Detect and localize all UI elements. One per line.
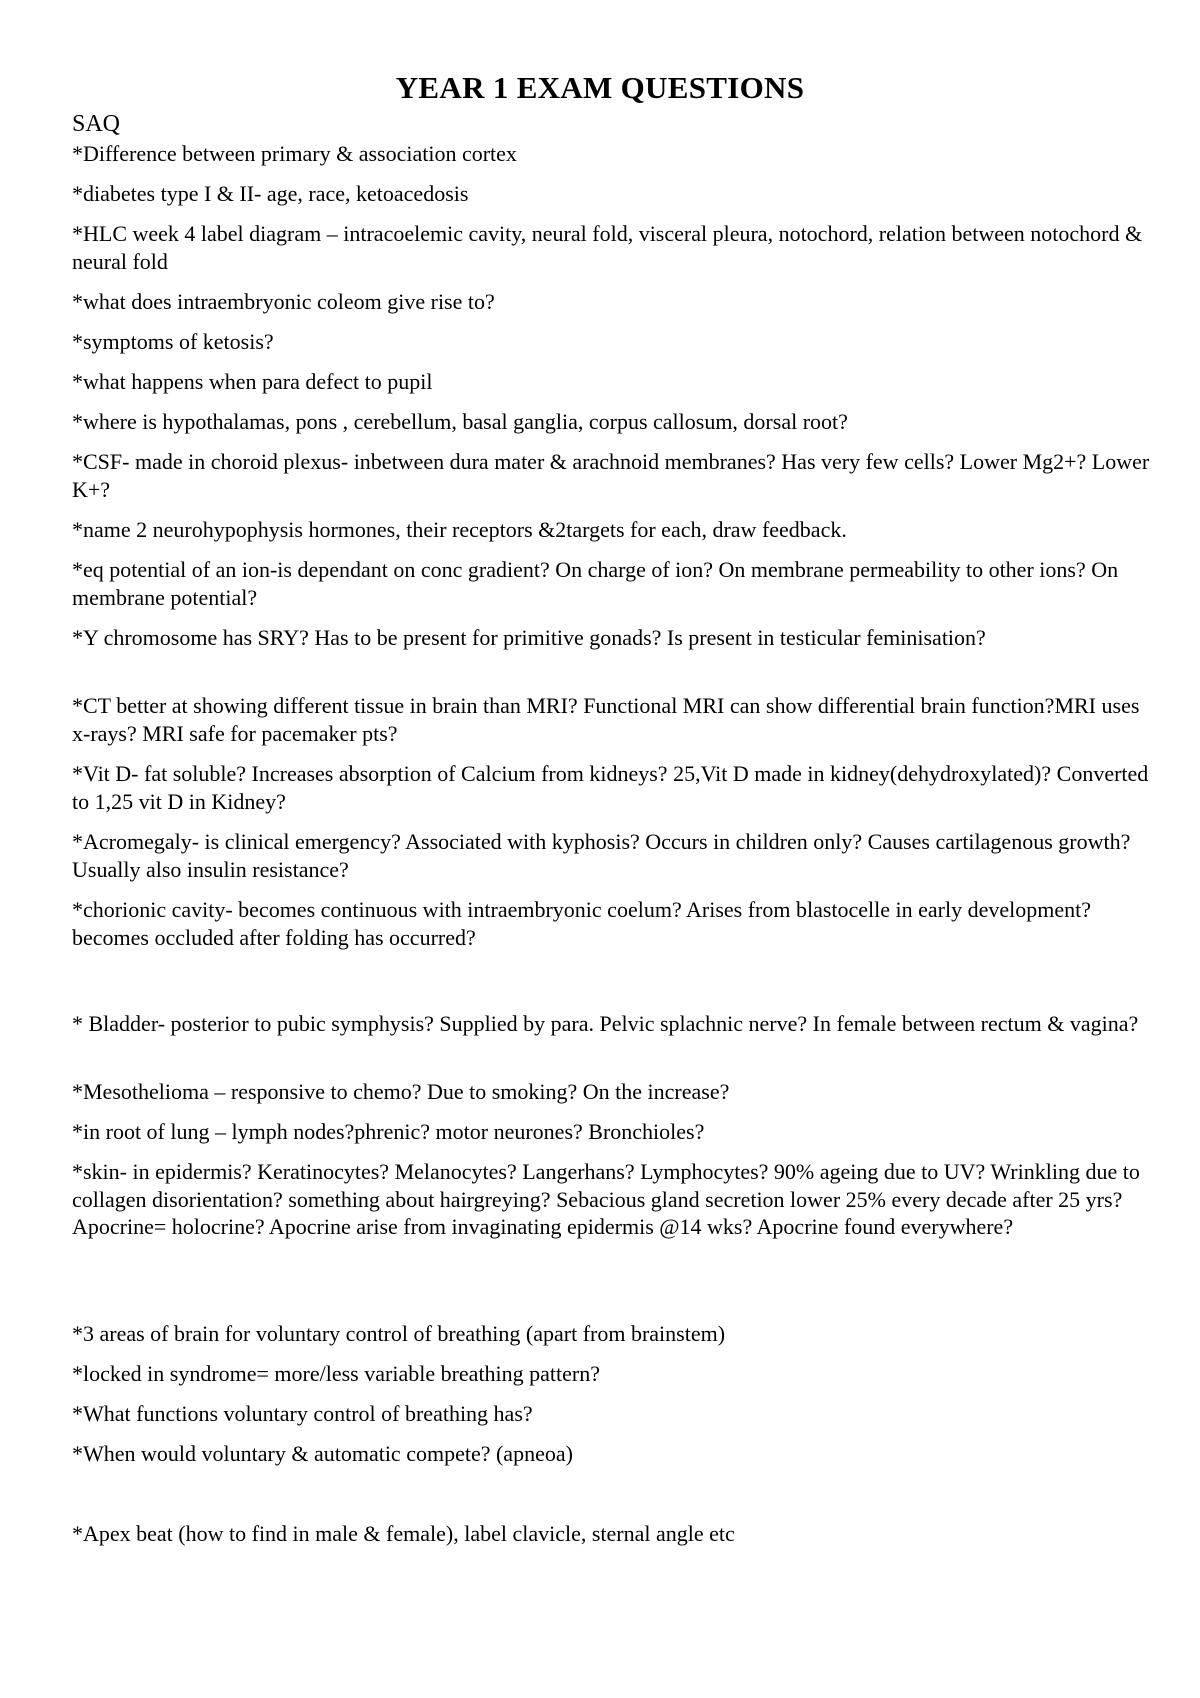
question-item: * Bladder- posterior to pubic symphysis? Supplied by para. Pelvic splachnic nerve? In female between rectum & vagina? — [72, 1011, 1139, 1036]
question-item: *3 areas of brain for voluntary control of breathing (apart from brainstem) — [72, 1321, 726, 1346]
question-item: *CT better at showing different tissue in brain than MRI? Functional MRI can show differential brain function?MRI uses x-rays? MRI safe for pacemaker pts? — [72, 693, 1140, 746]
question-item: *Acromegaly- is clinical emergency? Associated with kyphosis? Occurs in children only? Causes cartilagenous growth? Usually also insulin resistance? — [72, 829, 1131, 882]
question-item: *locked in syndrome= more/less variable breathing pattern? — [72, 1361, 601, 1386]
question-item: *Mesothelioma – responsive to chemo? Due to smoking? On the increase? — [72, 1079, 730, 1104]
question-item: *What functions voluntary control of breathing has? — [72, 1401, 533, 1426]
question-item: *what does intraembryonic coleom give rise to? — [72, 289, 495, 314]
question-item: *skin- in epidermis? Keratinocytes? Melanocytes? Langerhans? Lymphocytes? 90% ageing due to UV? Wrinkling due to collagen disorientation? something about hairgreying? Sebacious gland secretion lower 25% every decade after 25 yrs? Apocrine= holocrine? Apocrine arise from invaginating epidermis @14 wks? Apocrine found everywhere? — [72, 1159, 1140, 1239]
question-item: *When would voluntary & automatic compete? (apneoa) — [72, 1441, 573, 1466]
question-item: *Apex beat (how to find in male & female), label clavicle, sternal angle etc — [72, 1521, 735, 1546]
question-item: *Y chromosome has SRY? Has to be present for primitive gonads? Is present in testicular feminisation? — [72, 625, 986, 650]
question-item: *Difference between primary & association cortex — [72, 141, 517, 166]
question-item: *eq potential of an ion-is dependant on conc gradient? On charge of ion? On membrane permeability to other ions? On membrane potential? — [72, 557, 1119, 610]
question-item: *diabetes type I & II- age, race, ketoacedosis — [72, 181, 469, 206]
question-item: *chorionic cavity- becomes continuous with intraembryonic coelum? Arises from blastocelle in early development?becomes occluded after folding has occurred? — [72, 897, 1092, 950]
question-item: *name 2 neurohypophysis hormones, their receptors &2targets for each, draw feedback. — [72, 517, 847, 542]
question-item: *symptoms of ketosis? — [72, 329, 274, 354]
document-title: YEAR 1 EXAM QUESTIONS — [395, 70, 805, 105]
question-item: *HLC week 4 label diagram – intracoelemic cavity, neural fold, visceral pleura, notochord, relation between notochord & neural fold — [72, 221, 1143, 274]
section-heading: SAQ — [72, 111, 121, 137]
question-item: *CSF- made in choroid plexus- inbetween dura mater & arachnoid membranes? Has very few cells? Lower Mg2+? Lower K+? — [72, 449, 1150, 502]
question-item: *what happens when para defect to pupil — [72, 369, 433, 394]
question-item: *Vit D- fat soluble? Increases absorption of Calcium from kidneys? 25,Vit D made in kidney(dehydroxylated)? Converted to 1,25 vit D in Kidney? — [72, 761, 1149, 814]
question-item: *where is hypothalamas, pons , cerebellum, basal ganglia, corpus callosum, dorsal root? — [72, 409, 848, 434]
question-item: *in root of lung – lymph nodes?phrenic? motor neurones? Bronchioles? — [72, 1119, 705, 1144]
